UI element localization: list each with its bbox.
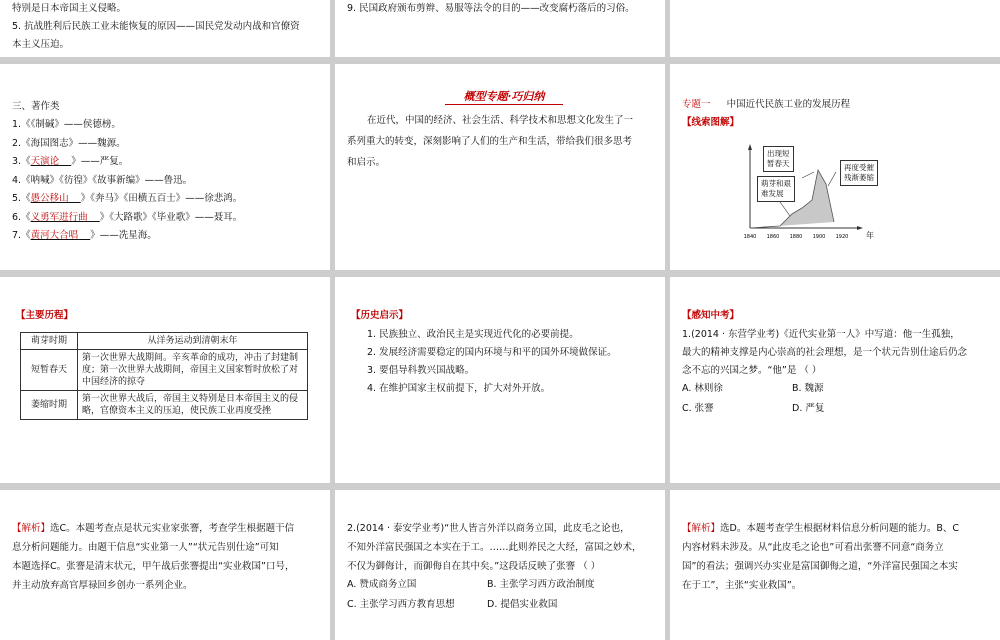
works-item-text: 《海国图志》——魏源。 bbox=[21, 137, 126, 149]
slide-customs-continued bbox=[335, 0, 665, 57]
works-heading: 三、著作类 bbox=[12, 101, 60, 112]
lesson-item: 3. 要倡导科教兴国战略。 bbox=[367, 365, 475, 376]
works-item-number: 7.《 bbox=[12, 230, 31, 241]
works-item-number: 5.《 bbox=[12, 193, 31, 204]
box-short-spring: 出现短 暂春天 bbox=[763, 146, 794, 172]
history-heading: 【主要历程】 bbox=[16, 310, 74, 321]
stage-name: 萎缩时期 bbox=[21, 391, 78, 420]
option-c[interactable]: C. 主张学习西方教育思想 bbox=[347, 599, 455, 610]
analysis-label: 【解析】 bbox=[682, 523, 721, 534]
slide-causes-continued bbox=[0, 0, 330, 57]
box-sprout: 萌芽和艰 难发展 bbox=[757, 176, 795, 202]
works-item-number: 1.《 bbox=[12, 119, 31, 130]
topic-label: 专题一 bbox=[682, 99, 711, 110]
question-options bbox=[347, 575, 647, 615]
intro-line: 在近代，中国的经济、社会生活、科学技术和思想文化发生了一 bbox=[367, 115, 634, 126]
works-item-text: 》——严复。 bbox=[71, 156, 129, 167]
stage-name: 萌芽时期 bbox=[21, 333, 78, 350]
works-item-text: 》《奔马》《田横五百士》——徐悲鸿。 bbox=[80, 193, 243, 204]
analysis-line: 息分析问题能力。由题干信息“实业第一人”“状元告别仕途”可知 bbox=[12, 542, 279, 553]
box-decline: 再度受摧 残渐萎缩 bbox=[840, 160, 878, 186]
slide-answer-2 bbox=[670, 490, 1000, 640]
question-options bbox=[682, 379, 902, 419]
question-line: 不知外洋富民强国之本实在于工。……此则养民之大经，富国之妙术， bbox=[347, 542, 642, 553]
works-item-answer: 义勇军进行曲 bbox=[30, 211, 88, 223]
lesson-item: 1. 民族独立、政治民主是实现近代化的必要前提。 bbox=[367, 329, 579, 340]
intro-line: 系列重大的转变，深刻影响了人们的生产和生活，带给我们很多思考 bbox=[347, 136, 633, 147]
clue-heading: 【线索图解】 bbox=[682, 117, 740, 128]
answer-blank bbox=[69, 193, 81, 204]
table-row bbox=[21, 391, 308, 420]
option-c[interactable]: C. 张謇 bbox=[682, 403, 714, 414]
works-item-text: 》——冼星海。 bbox=[90, 230, 157, 241]
answer-blank bbox=[78, 230, 90, 241]
slide-topic-intro bbox=[335, 64, 665, 270]
option-d[interactable]: D. 严复 bbox=[792, 403, 825, 414]
works-item-answer: 黄河大合唱 bbox=[30, 230, 79, 241]
works-item-text: 《呐喊》《彷徨》《故事新编》——鲁迅。 bbox=[21, 174, 193, 186]
text-line: 5. 抗战胜利后民族工业未能恢复的原因——国民党发动内战和官僚资 bbox=[12, 21, 300, 32]
analysis-line: 内容材料未涉及。从“此皮毛之论也”可看出张謇不同意“商务立 bbox=[682, 542, 944, 553]
stage-name: 短暂春天 bbox=[21, 350, 78, 391]
tick-label: 1840 bbox=[743, 234, 757, 240]
works-item-number: 3.《 bbox=[12, 156, 31, 167]
question-line: 2.(2014 · 泰安学业考)“世人皆言外洋以商务立国，此皮毛之论也， bbox=[347, 523, 630, 534]
stage-desc: 第一次世界大战后，帝国主义特别是日本帝国主义的侵略，官僚资本主义的压迫，使民族工业再度受挫 bbox=[78, 391, 308, 420]
lesson-item: 4. 在维护国家主权前提下，扩大对外开放。 bbox=[367, 383, 551, 394]
analysis-line: 选D。本题考查学生根据材料信息分析问题的能力。B、C bbox=[720, 523, 959, 534]
option-d[interactable]: D. 提倡实业救国 bbox=[487, 599, 558, 610]
lesson-item: 2. 发展经济需要稳定的国内环境与和平的国外环境做保证。 bbox=[367, 347, 617, 358]
question-line: 念不忘的兴国之梦。“他”是 （ ） bbox=[682, 365, 822, 376]
works-item-text: 》《大路歌》《毕业歌》——聂耳。 bbox=[99, 211, 243, 223]
slide-question-1 bbox=[670, 277, 1000, 483]
text-line: 特别是日本帝国主义侵略。 bbox=[12, 3, 127, 14]
tick-label: 1880 bbox=[789, 234, 803, 240]
stage-desc: 第一次世界大战期间。辛亥革命的成功，冲击了封建制度；第一次世界大战期间，帝国主义国家暂时放松了对中国经济的掠夺 bbox=[78, 350, 308, 391]
table-row bbox=[21, 350, 308, 391]
works-item bbox=[12, 209, 242, 227]
answer-blank bbox=[88, 212, 100, 223]
works-item-number: 6.《 bbox=[12, 211, 31, 223]
option-a[interactable]: A. 赞成商务立国 bbox=[347, 579, 417, 590]
history-table bbox=[20, 332, 308, 420]
analysis-line: 并主动放弃高官厚禄回乡创办一系列企业。 bbox=[12, 580, 193, 591]
option-b[interactable]: B. 主张学习西方政治制度 bbox=[487, 579, 595, 590]
works-item bbox=[12, 190, 242, 208]
intro-line: 和启示。 bbox=[347, 157, 386, 168]
table-row bbox=[21, 333, 308, 350]
works-item bbox=[12, 153, 128, 171]
slide-blank-top bbox=[670, 0, 1000, 57]
works-item-answer: 愚公移山 bbox=[30, 193, 69, 204]
slide-topic1-diagram bbox=[670, 64, 1000, 270]
text-line: 9. 民国政府颁布剪辫、易服等法令的目的——改变腐朽落后的习俗。 bbox=[347, 3, 635, 14]
analysis-line: 国”的看法；强调兴办实业是富国御侮之道，“外洋富民强国之本实 bbox=[682, 561, 958, 572]
analysis-line: 选C。本题考查点是状元实业家张謇，考查学生根据题干信 bbox=[50, 523, 295, 534]
topic-banner: 概型专题·巧归纳 bbox=[445, 88, 563, 105]
tick-label: 1860 bbox=[766, 234, 780, 240]
option-b[interactable]: B. 魏源 bbox=[792, 383, 824, 394]
answer-blank bbox=[59, 156, 71, 167]
works-item-number: 4. bbox=[12, 174, 22, 186]
slide-works-list bbox=[0, 64, 330, 270]
axis-unit: 年 bbox=[866, 231, 874, 240]
option-a[interactable]: A. 林则徐 bbox=[682, 383, 723, 394]
works-item-answer: 天演论 bbox=[30, 156, 60, 167]
slide-question-2 bbox=[335, 490, 665, 640]
tick-label: 1900 bbox=[812, 234, 826, 240]
slide-main-history bbox=[0, 277, 330, 483]
analysis-line: 本题选择C。张謇是清末状元，甲午战后张謇提出“实业救国”口号， bbox=[12, 561, 295, 572]
exam-heading: 【感知中考】 bbox=[682, 310, 740, 321]
works-item bbox=[12, 135, 126, 153]
analysis-line: 在于工”，主张“实业救国”。 bbox=[682, 580, 802, 591]
slide-answer-1 bbox=[0, 490, 330, 640]
slide-lessons bbox=[335, 277, 665, 483]
question-line: 1.(2014 · 东营学业考)《近代实业第一人》中写道：他一生孤独， bbox=[682, 329, 960, 340]
stage-desc: 从洋务运动到清朝末年 bbox=[78, 333, 308, 350]
lessons-heading: 【历史启示】 bbox=[351, 310, 409, 321]
works-item bbox=[12, 227, 157, 245]
question-line: 不仅为御侮计，而御侮自在其中矣。”这段话反映了张謇 （ ） bbox=[347, 561, 601, 572]
works-item-text: 《制碱》——侯德榜。 bbox=[30, 119, 121, 130]
tick-label: 1920 bbox=[835, 234, 849, 240]
works-item-number: 2. bbox=[12, 137, 22, 149]
question-line: 最大的精神支撑是内心崇高的社会理想，是一个状元告别仕途后仍念 bbox=[682, 347, 968, 358]
works-item bbox=[12, 116, 121, 134]
analysis-label: 【解析】 bbox=[12, 523, 51, 534]
text-line: 本主义压迫。 bbox=[12, 39, 70, 50]
works-item bbox=[12, 172, 192, 190]
topic-title: 中国近代民族工业的发展历程 bbox=[726, 99, 851, 110]
